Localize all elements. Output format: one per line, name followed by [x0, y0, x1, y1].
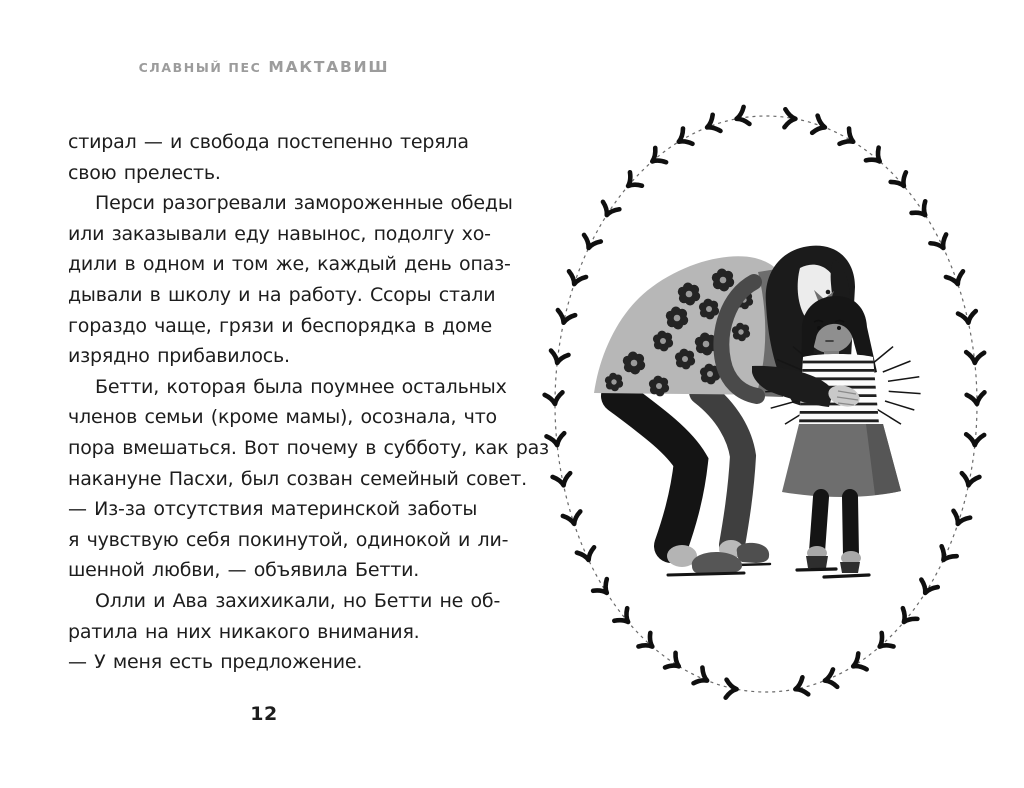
- text-line: пора вмешаться. Вот почему в субботу, как раз: [68, 436, 549, 459]
- text-line: изрядно прибавилось.: [68, 345, 290, 368]
- text-line: Перси разогревали замороженные обеды: [95, 192, 513, 215]
- running-header: [68, 57, 460, 76]
- text-line: свою прелесть.: [68, 161, 221, 184]
- mother-front-leg: [618, 396, 691, 546]
- text-line: накануне Пасхи, был созван семейный совет.: [68, 467, 527, 490]
- running-header-series: СЛАВНЫЙ ПЕС: [138, 60, 262, 75]
- mother-eye: [826, 290, 831, 295]
- text-line: шенной любви, — объявила Бетти.: [68, 559, 420, 582]
- text-line: Бетти, которая была поумнее остальных: [95, 375, 507, 398]
- text-line: стирал — и свобода постепенно теряла: [68, 131, 469, 153]
- text-line: Олли и Ава захихикали, но Бетти не об-: [95, 589, 501, 612]
- slipper-sole: [668, 573, 744, 575]
- sandal-sole: [824, 575, 869, 577]
- child-leg: [850, 497, 851, 556]
- child-eye: [817, 326, 821, 330]
- child-eye: [837, 326, 841, 330]
- page-number: 12: [250, 703, 278, 725]
- text-line: — Из-за отсутствия материнской заботы: [68, 498, 478, 521]
- sandal-strap: [806, 556, 828, 568]
- sandal-sole: [797, 569, 836, 570]
- child-leg: [817, 497, 821, 552]
- text-line: дили в одном и том же, каждый день опаз-: [68, 253, 511, 276]
- running-header-title: МАКТАВИШ: [268, 58, 390, 76]
- mother-back-leg: [702, 392, 743, 545]
- text-line: членов семьи (кроме мамы), осознала, что: [68, 406, 497, 429]
- mother-slipper: [737, 543, 769, 563]
- text-line: я чувствую себя покинутой, одинокой и ли-: [68, 528, 509, 551]
- text-line: дывали в школу и на работу. Ссоры стали: [68, 283, 496, 306]
- text-line: — У меня есть предложение.: [68, 651, 363, 674]
- text-line: ратила на них никакого внимания.: [68, 620, 420, 643]
- text-line: гораздо чаще, грязи и беспорядка в доме: [68, 314, 493, 337]
- body-text: [68, 127, 549, 678]
- illustration-mother-hugging-daughter: [535, 95, 995, 720]
- sandal-strap: [840, 562, 860, 573]
- text-line: или заказывали еду навынос, подолгу хо-: [68, 222, 491, 245]
